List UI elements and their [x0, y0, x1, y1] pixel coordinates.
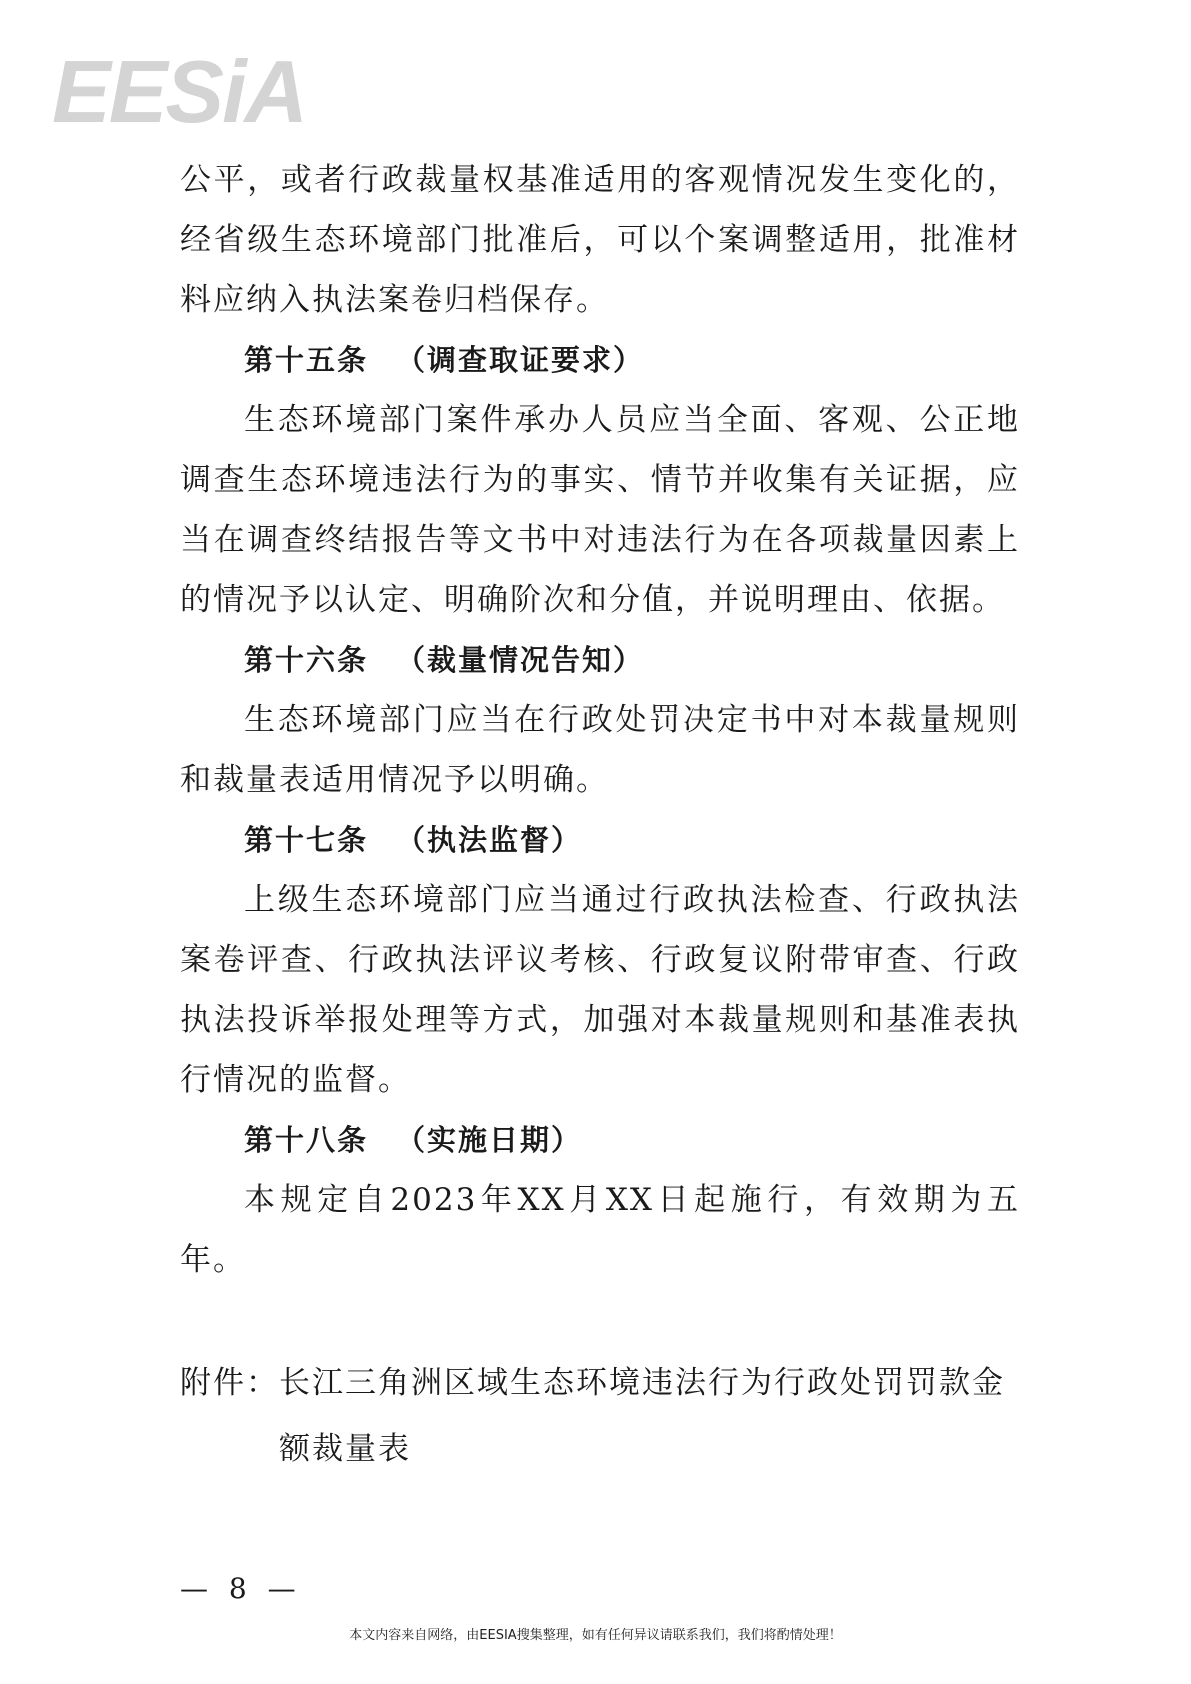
attachment-note — [180, 1350, 1020, 1482]
article-title: （执法监督） — [396, 823, 583, 857]
article-number: 第十六条 — [244, 643, 369, 677]
article-number: 第十五条 — [244, 343, 369, 377]
article-title: （裁量情况告知） — [396, 643, 645, 677]
article-title: （调查取证要求） — [396, 343, 645, 377]
article-number: 第十八条 — [244, 1123, 369, 1157]
article-number: 第十七条 — [244, 823, 369, 857]
footer-disclaimer: 本文内容来自网络，由EESIA搜集整理，如有任何异议请联系我们，我们将酌情处理！ — [349, 1628, 842, 1643]
article-17-text: 上级生态环境部门应当通过行政执法检查、行政执法案卷评查、行政执法评议考核、行政复议附带审查、行政执法投诉举报处理等方式，加强对本裁量规则和基准表执行情况的监督。 — [180, 882, 1020, 1098]
paragraph-continuation: 公平，或者行政裁量权基准适用的客观情况发生变化的，经省级生态环境部门批准后，可以个案调整适用，批准材料应纳入执法案卷归档保存。 — [180, 162, 1020, 318]
article-title: （实施日期） — [396, 1123, 583, 1157]
eesia-watermark-logo: EESiA — [52, 42, 307, 141]
page-number: — 8 — — [180, 1572, 302, 1605]
document-body — [180, 150, 1020, 1482]
article-16-text: 生态环境部门应当在行政处罚决定书中对本裁量规则和裁量表适用情况予以明确。 — [180, 702, 1020, 798]
article-15-text: 生态环境部门案件承办人员应当全面、客观、公正地调查生态环境违法行为的事实、情节并收集有关证据，应当在调查终结报告等文书中对违法行为在各项裁量因素上的情况予以认定、明确阶次和分值，并说明理由、依据。 — [180, 402, 1020, 618]
article-15-heading — [180, 330, 1020, 390]
article-17-heading — [180, 810, 1020, 870]
article-18-heading — [180, 1110, 1020, 1170]
article-18-text: 本规定自2023年XX月XX日起施行，有效期为五年。 — [180, 1182, 1020, 1278]
attachment-title: 长江三角洲区域生态环境违法行为行政处罚罚款金额裁量表 — [279, 1365, 1005, 1467]
article-16-heading — [180, 630, 1020, 690]
attachment-label: 附件： — [180, 1365, 279, 1401]
